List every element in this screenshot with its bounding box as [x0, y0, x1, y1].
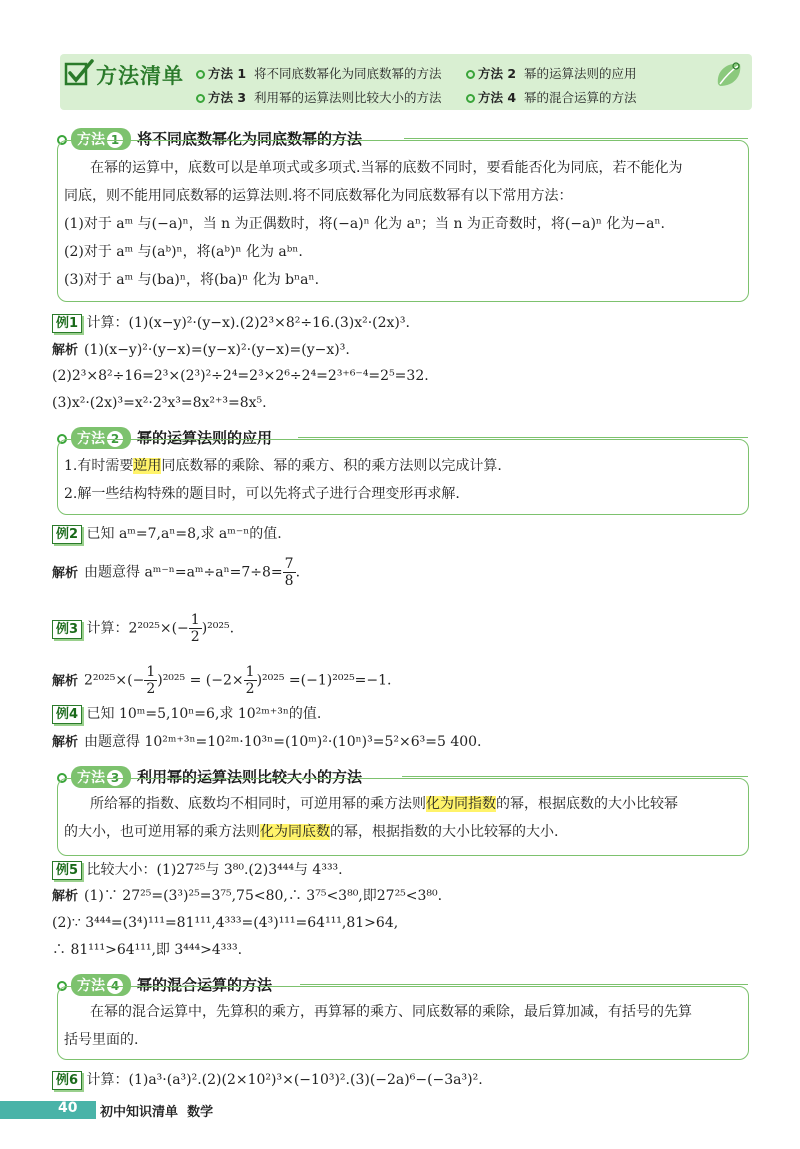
example-label: 例1 — [52, 314, 82, 333]
method-3-heading: 方法 3 利用幂的运算法则比较大小的方法 — [57, 766, 362, 788]
method-pill: 方法 3 — [71, 766, 131, 788]
m4-line-1: 在幂的混合运算中，先算积的乘方，再算幂的乘方、同底数幂的乘除，最后算加减，有括号的先算 — [90, 1004, 692, 1020]
m1-paragraph-2: 同底，则不能用同底数幂的运算法则.将不同底数幂化为同底数幂有以下常用方法： — [64, 188, 573, 204]
method-pill: 方法 4 — [71, 974, 131, 996]
method-2-heading: 方法 2 幂的运算法则的应用 — [57, 427, 272, 449]
bullet-icon — [466, 70, 475, 79]
m2-item-2: 2.解一些结构特殊的题目时，可以先将式子进行合理变形再求解. — [64, 486, 460, 502]
page-number: 40 — [58, 1100, 78, 1116]
example-5-answer-3: ∴ 81¹¹¹>64¹¹¹,即 3⁴⁴⁴>4³³³. — [52, 942, 243, 958]
m1-paragraph-1: 在幂的运算中，底数可以是单项式或多项式.当幂的底数不同时，要看能否化为同底，若不能化为 — [90, 160, 683, 176]
example-5-question: 例5 比较大小：(1)27²⁵与 3⁸⁰.(2)3⁴⁴⁴与 4³³³. — [52, 860, 343, 880]
footer-bar — [0, 1101, 96, 1119]
example-1-answer-2: (2)2³×8²÷16=2³×(2³)²÷2⁴=2³×2⁶÷2⁴=2³⁺⁶⁻⁴=2⁵=32. — [52, 368, 429, 384]
m1-rule-3: (3)对于 aᵐ 与(ba)ⁿ，将(ba)ⁿ 化为 bⁿaⁿ. — [64, 272, 320, 288]
highlight: 化为同底数 — [260, 824, 330, 840]
divider — [402, 776, 748, 777]
analysis-label: 解析 — [52, 735, 79, 750]
example-3-answer: 解析 2²⁰²⁵×(− $\frac{1}{2}$ )²⁰²⁵ = (−2× $\frac{1}{2}$ )²⁰²⁵ =(−1)²⁰²⁵=−1. — [52, 664, 392, 697]
example-3-question: 例3 计算：2²⁰²⁵×(− $\frac{1}{2}$ )²⁰²⁵. — [52, 612, 234, 645]
example-label: 例5 — [52, 861, 82, 880]
example-6-question: 例6 计算：(1)a³·(a³)².(2)(2×10²)³×(−10³)².(3)(−2a)⁶−(−3a³)². — [52, 1070, 483, 1090]
m2-item-1: 1.有时需要逆用同底数幂的乘除、幂的乘方、积的乘方法则以完成计算. — [64, 458, 502, 474]
m1-rule-2: (2)对于 aᵐ 与(aᵇ)ⁿ，将(aᵇ)ⁿ 化为 aᵇⁿ. — [64, 244, 303, 260]
header-item-3: 方法 3 利用幂的运算法则比较大小的方法 — [196, 88, 442, 106]
bullet-icon — [196, 94, 205, 103]
header-title: 方法清单 — [96, 64, 184, 88]
analysis-label: 解析 — [52, 889, 79, 904]
footer-title: 初中知识清单 数学 — [100, 1105, 214, 1120]
method-pill: 方法 2 — [71, 427, 131, 449]
fraction: $\frac{1}{2}$ — [190, 612, 200, 645]
example-label: 例3 — [52, 620, 82, 639]
leaf-icon — [712, 58, 746, 92]
bullet-icon — [466, 94, 475, 103]
example-label: 例6 — [52, 1071, 82, 1090]
method-1-heading: 方法 1 将不同底数幂化为同底数幂的方法 — [57, 128, 362, 150]
highlight: 化为同指数 — [426, 796, 496, 812]
m4-line-2: 括号里面的. — [64, 1032, 139, 1048]
checkbox-icon — [64, 58, 94, 86]
example-2-question: 例2 已知 aᵐ=7,aⁿ=8,求 aᵐ⁻ⁿ的值. — [52, 524, 282, 544]
m1-rule-1: (1)对于 aᵐ 与(−a)ⁿ，当 n 为正偶数时，将(−a)ⁿ 化为 aⁿ；当 n 为正奇数时，将(−a)ⁿ 化为−aⁿ. — [64, 216, 666, 232]
example-2-answer: 解析 由题意得 aᵐ⁻ⁿ=aᵐ÷aⁿ=7÷8= $\frac{7}{8}$ . — [52, 556, 301, 589]
fraction: $\frac{1}{2}$ — [245, 664, 255, 697]
example-label: 例4 — [52, 705, 82, 724]
m3-line-1: 所给幂的指数、底数均不相同时，可逆用幂的乘方法则化为同指数的幂，根据底数的大小比较幂 — [90, 796, 678, 812]
example-1-question: 例1 计算：(1)(x−y)²·(y−x).(2)2³×8²÷16.(3)x²·(2x)³. — [52, 313, 410, 333]
method-4-heading: 方法 4 幂的混合运算的方法 — [57, 974, 272, 996]
method-4-box — [57, 986, 749, 1060]
header-item-4: 方法 4 幂的混合运算的方法 — [466, 88, 637, 106]
example-1-answer-1: 解析 (1)(x−y)²·(y−x)=(y−x)²·(y−x)=(y−x)³. — [52, 342, 350, 358]
example-4-answer: 解析 由题意得 10²ᵐ⁺³ⁿ=10²ᵐ·10³ⁿ=(10ᵐ)²·(10ⁿ)³=5²×6³=5 400. — [52, 734, 482, 750]
divider — [300, 984, 748, 985]
header-item-1: 方法 1 将不同底数幂化为同底数幂的方法 — [196, 64, 442, 82]
example-label: 例2 — [52, 525, 82, 544]
header-item-2: 方法 2 幂的运算法则的应用 — [466, 64, 637, 82]
example-4-question: 例4 已知 10ᵐ=5,10ⁿ=6,求 10²ᵐ⁺³ⁿ的值. — [52, 704, 321, 724]
method-pill: 方法 1 — [71, 128, 131, 150]
analysis-label: 解析 — [52, 565, 79, 581]
method-3-box — [57, 778, 749, 856]
divider — [404, 138, 748, 139]
fraction: $\frac{7}{8}$ — [284, 556, 294, 589]
m3-line-2: 的大小，也可逆用幂的乘方法则化为同底数的幂，根据指数的大小比较幂的大小. — [64, 824, 559, 840]
bullet-icon — [196, 70, 205, 79]
analysis-label: 解析 — [52, 343, 79, 358]
divider — [298, 437, 748, 438]
example-5-answer-2: (2)∵ 3⁴⁴⁴=(3⁴)¹¹¹=81¹¹¹,4³³³=(4³)¹¹¹=64¹¹¹,81>64, — [52, 915, 399, 931]
example-1-answer-3: (3)x²·(2x)³=x²·2³x³=8x²⁺³=8x⁵. — [52, 395, 267, 411]
highlight: 逆用 — [133, 458, 162, 474]
example-5-answer-1: 解析 (1)∵ 27²⁵=(3³)²⁵=3⁷⁵,75<80,∴ 3⁷⁵<3⁸⁰,即27²⁵<3⁸⁰. — [52, 888, 443, 904]
fraction: $\frac{1}{2}$ — [146, 664, 156, 697]
analysis-label: 解析 — [52, 673, 79, 689]
